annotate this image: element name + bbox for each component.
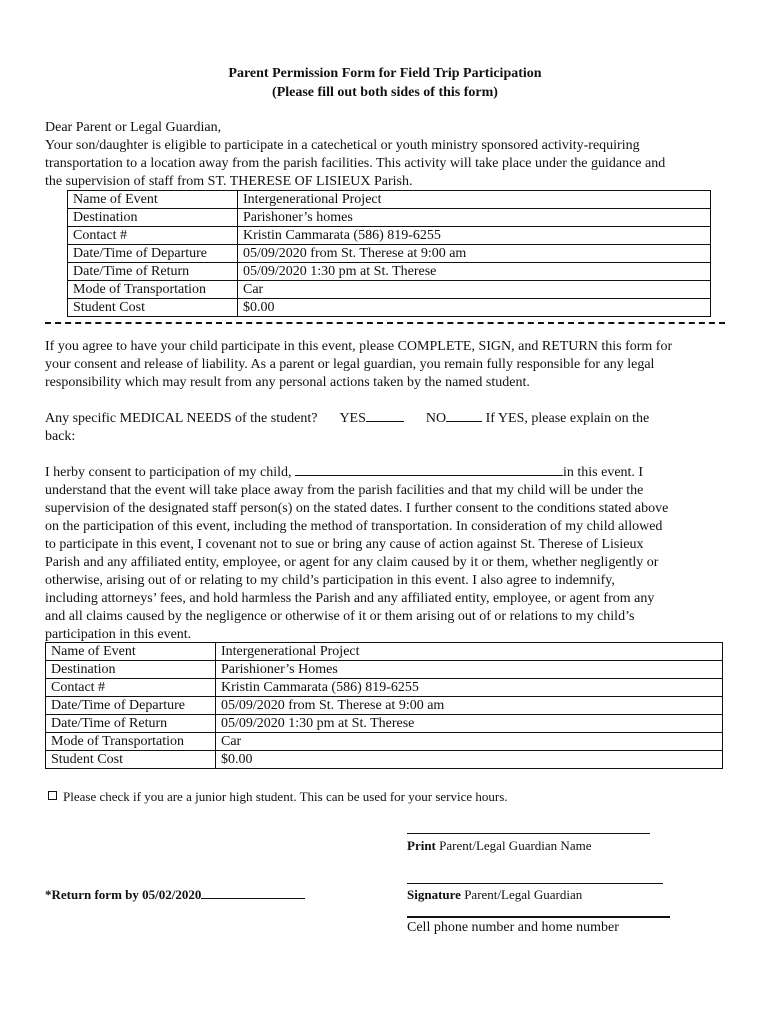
table-row bbox=[68, 191, 711, 209]
row-value: 05/09/2020 from St. Therese at 9:00 am bbox=[238, 245, 711, 263]
row-label: Date/Time of Departure bbox=[46, 697, 216, 715]
return-note bbox=[45, 887, 305, 903]
consent-line-5: to participate in this event, I covenant not to sue or bring any cause of action against St. Therese of Lisieux bbox=[45, 537, 644, 552]
consent-line-2: understand that the event will take place away from the parish facilities and that my child will be under the bbox=[45, 483, 644, 498]
row-value: Kristin Cammarata (586) 819-6255 bbox=[216, 679, 723, 697]
table-row bbox=[68, 281, 711, 299]
row-value: 05/09/2020 1:30 pm at St. Therese bbox=[216, 715, 723, 733]
form-subtitle: (Please fill out both sides of this form) bbox=[272, 85, 498, 100]
table-row bbox=[68, 209, 711, 227]
row-label: Contact # bbox=[46, 679, 216, 697]
event-table-2 bbox=[45, 642, 723, 769]
row-value: Parishoner’s homes bbox=[238, 209, 711, 227]
row-label: Date/Time of Return bbox=[68, 263, 238, 281]
consent-line-6: Parish and any affiliated entity, employee, or agent for any claim caused by it or them, whether negligently or bbox=[45, 555, 659, 570]
table-row bbox=[46, 715, 723, 733]
return-note-text: *Return form by 05/02/2020 bbox=[45, 887, 202, 902]
print-bold-label: Print bbox=[407, 838, 436, 853]
table-row bbox=[46, 733, 723, 751]
row-label: Destination bbox=[46, 661, 216, 679]
table-row bbox=[46, 697, 723, 715]
print-name-line[interactable] bbox=[407, 833, 650, 834]
table-row bbox=[68, 227, 711, 245]
consent-line-4: on the participation of this event, including the method of transportation. In consideration of my child allowed bbox=[45, 519, 663, 534]
intro-line-3: the supervision of staff from ST. THERESE OF LISIEUX Parish. bbox=[45, 174, 413, 189]
signature-line[interactable] bbox=[407, 883, 663, 884]
junior-high-checkbox[interactable] bbox=[48, 791, 57, 800]
medical-yes-blank[interactable] bbox=[366, 421, 404, 422]
signature-caption bbox=[407, 887, 582, 903]
intro-line-2: transportation to a location away from the parish facilities. This activity will take place under the guidance and bbox=[45, 156, 666, 171]
medical-yes-label: YES bbox=[339, 411, 366, 426]
return-note-underline bbox=[201, 898, 305, 899]
print-name-caption bbox=[407, 838, 591, 854]
row-label: Date/Time of Departure bbox=[68, 245, 238, 263]
medical-no-blank[interactable] bbox=[446, 421, 482, 422]
consent-line-3: supervision of the designated staff person(s) on the stated dates. I further consent to the conditions stated above bbox=[45, 501, 669, 516]
table-row bbox=[46, 679, 723, 697]
salutation: Dear Parent or Legal Guardian, bbox=[45, 120, 222, 135]
row-label: Mode of Transportation bbox=[68, 281, 238, 299]
table-row bbox=[46, 751, 723, 769]
row-label: Name of Event bbox=[68, 191, 238, 209]
table-row bbox=[46, 643, 723, 661]
row-label: Student Cost bbox=[68, 299, 238, 317]
row-label: Destination bbox=[68, 209, 238, 227]
row-value: Intergenerational Project bbox=[216, 643, 723, 661]
consent-line-8: including attorneys’ fees, and hold harmless the Parish and any affiliated entity, employee, or agent from any bbox=[45, 591, 655, 606]
table-row bbox=[46, 661, 723, 679]
form-title: Parent Permission Form for Field Trip Participation bbox=[228, 66, 542, 81]
consent-line-10: participation in this event. bbox=[45, 627, 192, 642]
row-value: 05/09/2020 from St. Therese at 9:00 am bbox=[216, 697, 723, 715]
row-value: Parishioner’s Homes bbox=[216, 661, 723, 679]
row-label: Contact # bbox=[68, 227, 238, 245]
medical-needs-question bbox=[45, 410, 649, 428]
child-name-blank[interactable] bbox=[295, 475, 563, 476]
agree-line-2: your consent and release of liability. As a parent or legal guardian, you remain fully responsible for any legal bbox=[45, 357, 655, 372]
table-row bbox=[68, 263, 711, 281]
phone-caption: Cell phone number and home number bbox=[407, 920, 619, 935]
intro-line-1: Your son/daughter is eligible to participate in a catechetical or youth ministry sponsored activity-requiring bbox=[45, 138, 640, 153]
row-value: $0.00 bbox=[238, 299, 711, 317]
agree-line-3: responsibility which may result from any personal actions taken by the named student. bbox=[45, 375, 530, 390]
consent-line-7: otherwise, arising out of or relating to my child’s participation in this event. I also agree to indemnify, bbox=[45, 573, 615, 588]
row-label: Name of Event bbox=[46, 643, 216, 661]
row-value: $0.00 bbox=[216, 751, 723, 769]
table-row bbox=[68, 299, 711, 317]
row-label: Date/Time of Return bbox=[46, 715, 216, 733]
junior-high-option bbox=[48, 789, 508, 805]
cut-line-divider bbox=[45, 322, 725, 324]
row-label: Mode of Transportation bbox=[46, 733, 216, 751]
medical-back-text: back: bbox=[45, 429, 76, 444]
row-value: Car bbox=[216, 733, 723, 751]
print-label: Parent/Legal Guardian Name bbox=[435, 838, 592, 853]
row-value: Car bbox=[238, 281, 711, 299]
phone-line[interactable] bbox=[407, 916, 670, 918]
junior-high-text: Please check if you are a junior high student. This can be used for your service hours. bbox=[63, 789, 508, 804]
row-value: Intergenerational Project bbox=[238, 191, 711, 209]
row-value: 05/09/2020 1:30 pm at St. Therese bbox=[238, 263, 711, 281]
row-value: Kristin Cammarata (586) 819-6255 bbox=[238, 227, 711, 245]
medical-explain-text: If YES, please explain on the bbox=[485, 411, 650, 426]
consent-intro: I herby consent to participation of my child, bbox=[45, 465, 292, 480]
medical-no-label: NO bbox=[425, 411, 447, 426]
event-table-1 bbox=[67, 190, 711, 317]
row-label: Student Cost bbox=[46, 751, 216, 769]
signature-label: Parent/Legal Guardian bbox=[460, 887, 583, 902]
consent-first-line bbox=[45, 464, 643, 482]
consent-after-blank: in this event. I bbox=[563, 465, 644, 480]
table-row bbox=[68, 245, 711, 263]
signature-bold-label: Signature bbox=[407, 887, 461, 902]
medical-question-text: Any specific MEDICAL NEEDS of the student? bbox=[45, 411, 318, 426]
consent-line-9: and all claims caused by the negligence or otherwise of it or them arising out of or relations to my child’s bbox=[45, 609, 635, 624]
agree-line-1: If you agree to have your child participate in this event, please COMPLETE, SIGN, and RETURN this form for bbox=[45, 339, 673, 354]
